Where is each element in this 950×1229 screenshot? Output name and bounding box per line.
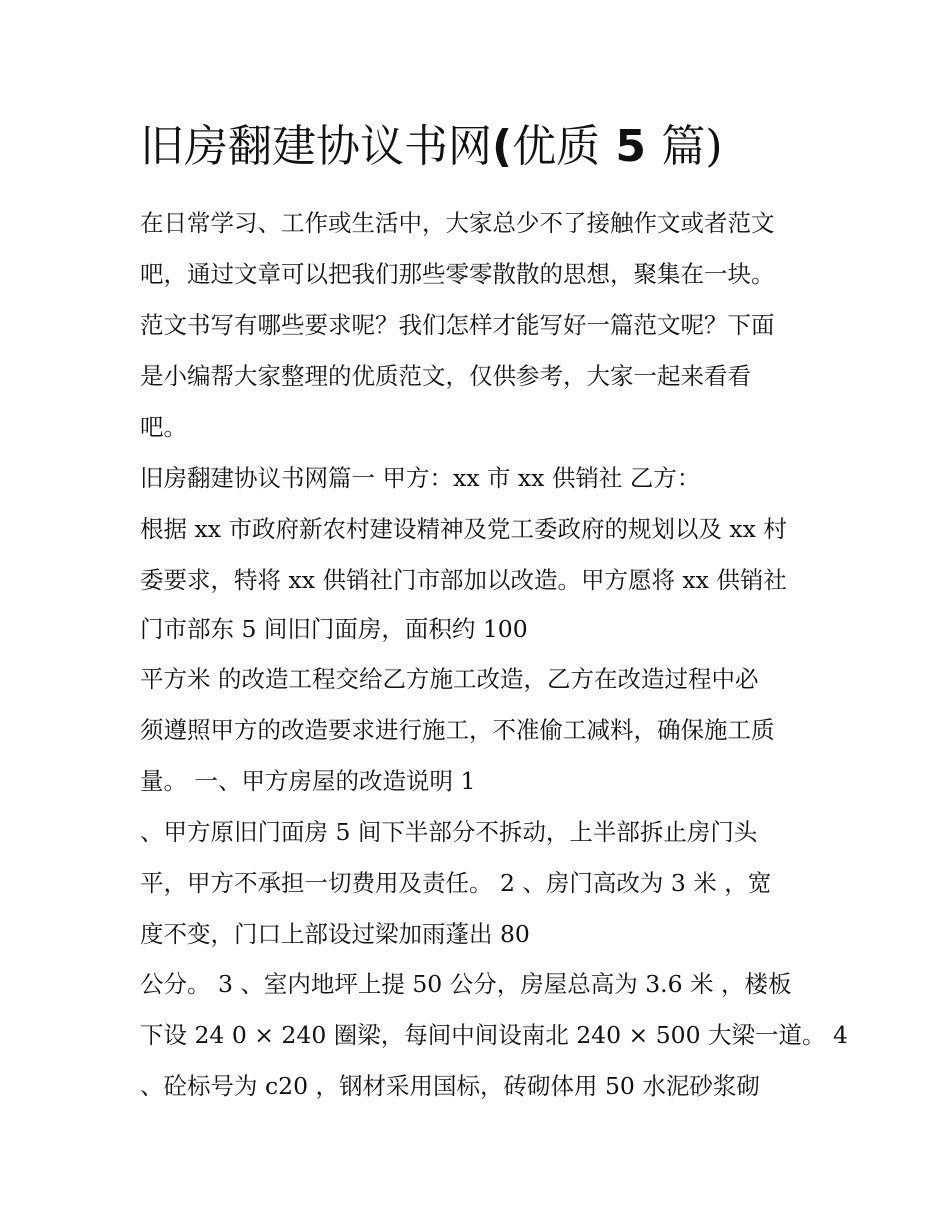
body-line: 是小编帮大家整理的优质范文，仅供参考，大家一起来看看: [140, 362, 751, 390]
page-title: [140, 116, 840, 178]
body-line: 度不变，门口上部设过梁加雨蓬出 80: [140, 920, 530, 948]
body-line: 公分。 3 、室内地坪上提 50 公分，房屋总高为 3.6 米 ，楼板: [140, 970, 792, 998]
body-line: 委要求，特将 xx 供销社门市部加以改造。甲方愿将 xx 供销社: [140, 566, 787, 594]
body-line: 门市部东 5 间旧门面房，面积约 100: [140, 615, 528, 643]
body-line: 须遵照甲方的改造要求进行施工，不准偷工减料，确保施工质: [140, 716, 775, 744]
section-heading-line: 旧房翻建协议书网篇一 甲方：xx 市 xx 供销社 乙方：: [140, 464, 701, 492]
body-line: 下设 24 0 × 240 圈梁，每间中间设南北 240 × 500 大梁一道。 4: [140, 1021, 848, 1049]
body-line: 量。 一、甲方房屋的改造说明 1: [140, 767, 476, 795]
body-line: 、砼标号为 c20 ，钢材采用国标，砖砌体用 50 水泥砂浆砌: [140, 1072, 760, 1100]
body-line: 根据 xx 市政府新农村建设精神及党工委政府的规划以及 xx 村: [140, 515, 787, 543]
body-line: 平，甲方不承担一切费用及责任。 2 、房门高改为 3 米 ，宽: [140, 869, 772, 897]
body-line: 在日常学习、工作或生活中，大家总少不了接触作文或者范文: [140, 209, 775, 237]
body-line: 、甲方原旧门面房 5 间下半部分不拆动，上半部拆止房门头: [140, 818, 758, 846]
body-line: 吧。: [140, 413, 187, 441]
title-paren-open: (: [492, 121, 513, 172]
body-line: 平方米 的改造工程交给乙方施工改造，乙方在改造过程中必: [140, 665, 759, 693]
title-number: 5: [600, 121, 662, 172]
body-line: 范文书写有哪些要求呢？我们怎样才能写好一篇范文呢？下面: [140, 311, 775, 339]
title-text-main: 旧房翻建协议书网: [140, 121, 492, 172]
title-text-end: 篇): [661, 121, 723, 172]
title-text-quality: 优质: [512, 121, 601, 172]
body-line: 吧，通过文章可以把我们那些零零散散的思想，聚集在一块。: [140, 260, 775, 288]
